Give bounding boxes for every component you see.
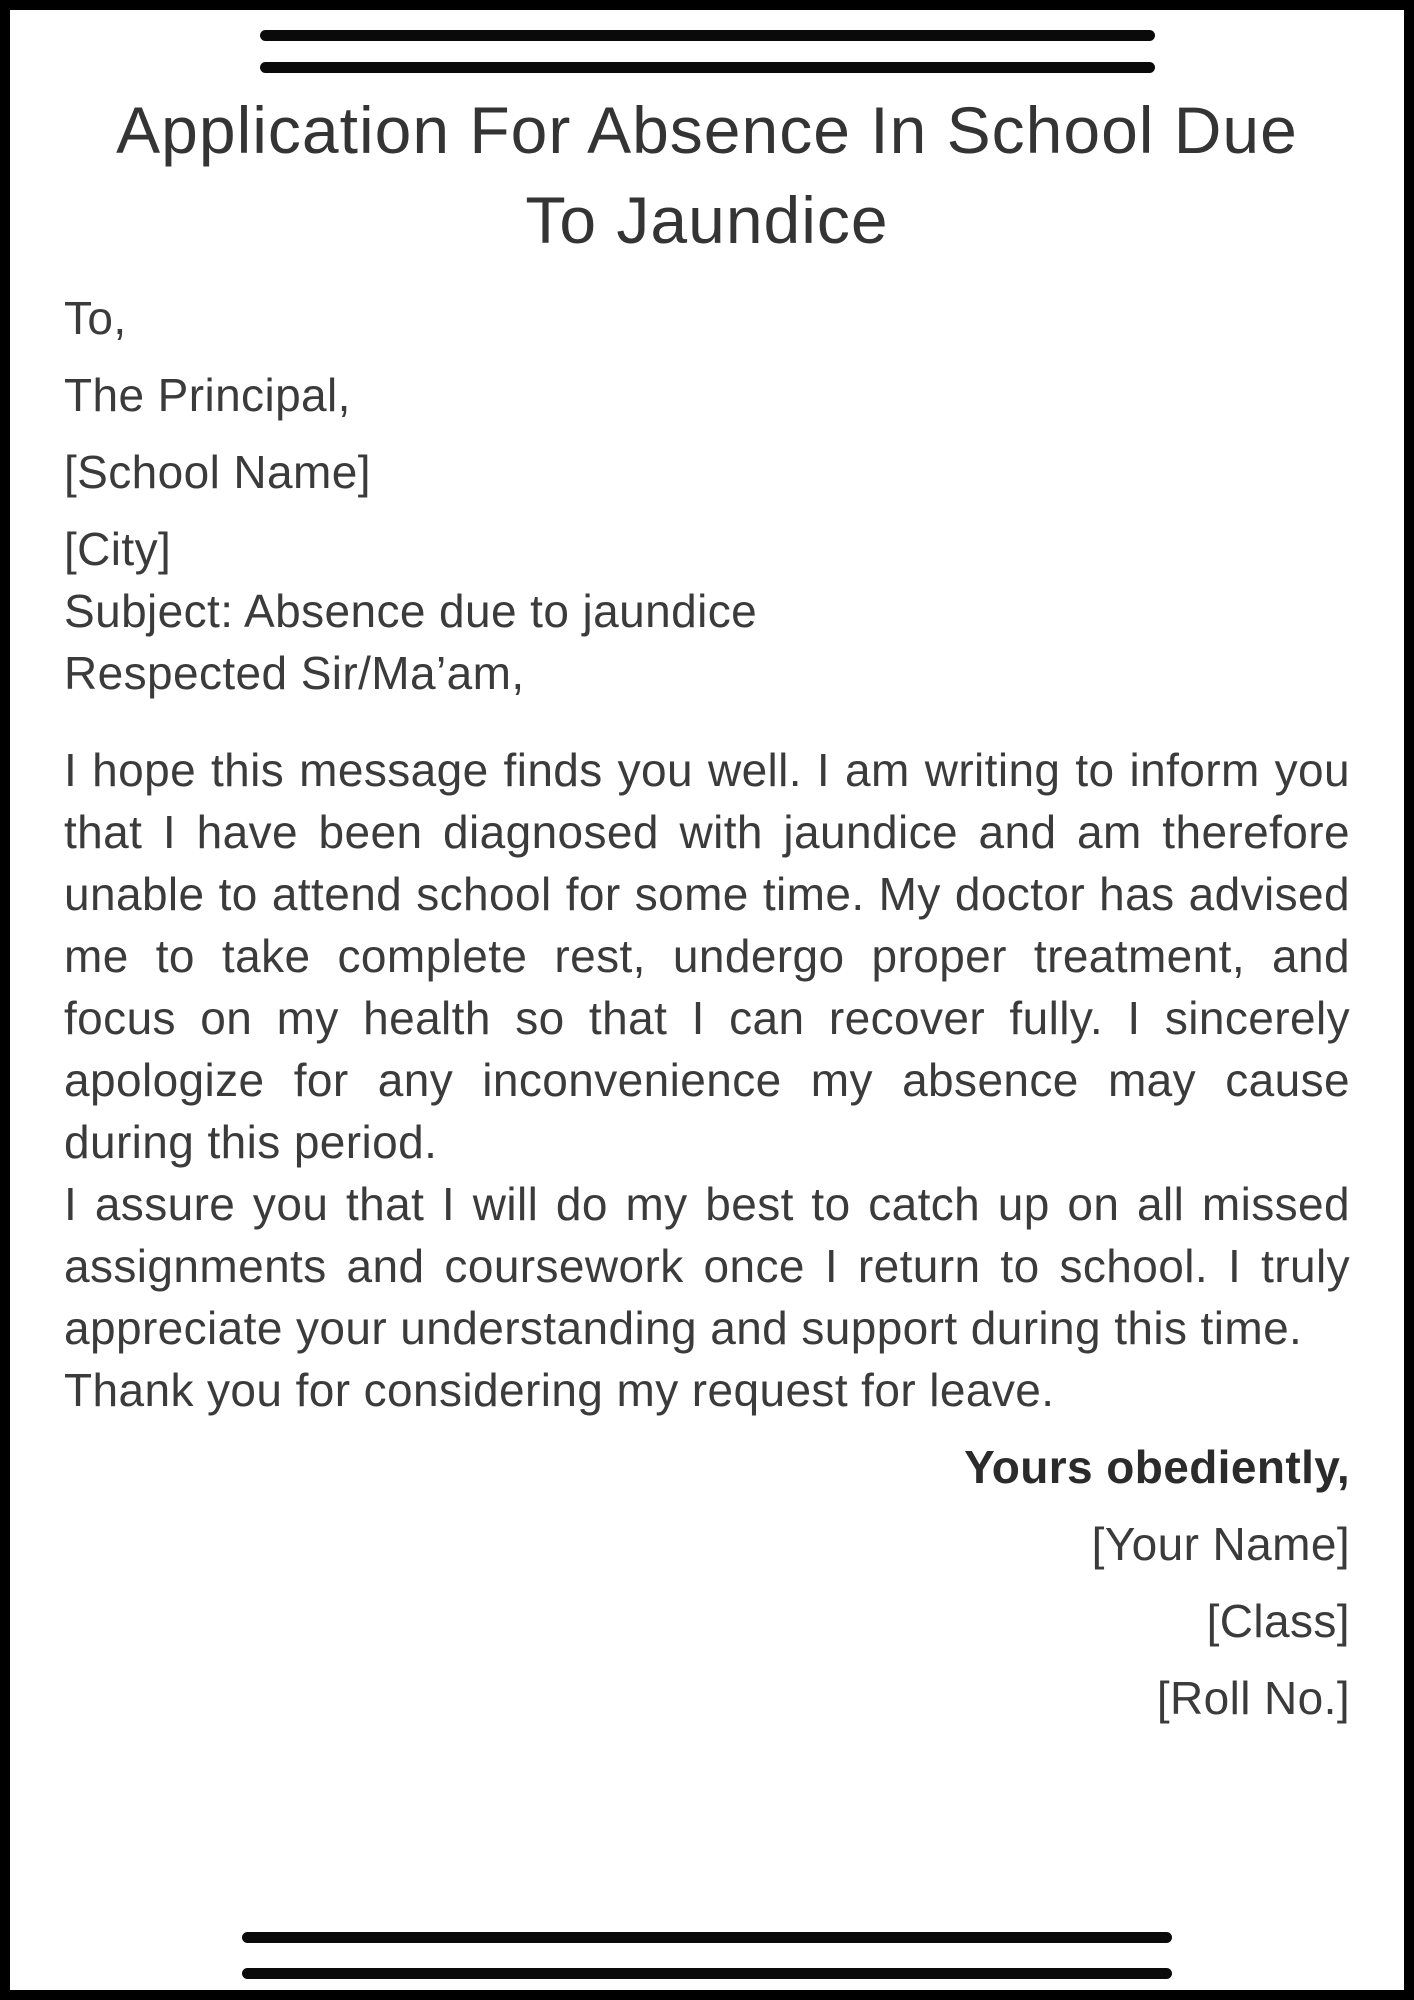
body-paragraph-2: I assure you that I will do my best to catch up on all missed assignments and coursework once I return to school. I truly appreciate your understanding and support during this time.	[64, 1178, 1350, 1354]
recipient-line-to: To,	[64, 292, 127, 344]
body-paragraph-1: I hope this message finds you well. I am writing to inform you that I have been diagnosed with jaundice and am therefore unable to attend school for some time. My doctor has advised me to take complete rest, undergo proper treatment, and focus on my health so that I can recover fully. I sincerely apologize for any inconvenience my absence may cause during this period.	[64, 744, 1350, 1168]
signature-your-name: [Your Name]	[1091, 1518, 1350, 1570]
bottom-rule-line-1	[242, 1932, 1172, 1943]
subject-line: Subject: Absence due to jaundice	[64, 585, 758, 637]
top-rule-line-1	[260, 30, 1155, 41]
valediction-line: Yours obediently,	[964, 1441, 1350, 1493]
recipient-line-city: [City]	[64, 523, 172, 575]
page-title-line-2: To Jaundice	[525, 183, 889, 257]
top-rule-line-2	[260, 62, 1155, 73]
salutation-line: Respected Sir/Ma’am,	[64, 647, 525, 699]
bottom-rule-line-2	[242, 1968, 1172, 1979]
recipient-line-school-name: [School Name]	[64, 446, 371, 498]
closing-line: Thank you for considering my request for leave.	[64, 1364, 1055, 1416]
recipient-line-principal: The Principal,	[64, 369, 351, 421]
letter-body	[64, 739, 1350, 1421]
signature-class: [Class]	[1206, 1595, 1350, 1647]
page-title-line-1: Application For Absence In School Due	[116, 93, 1298, 167]
page-title	[64, 85, 1350, 265]
recipient-address-block	[64, 287, 1350, 580]
top-double-rule	[64, 30, 1350, 73]
signature-block	[64, 1436, 1350, 1729]
signature-roll-no: [Roll No.]	[1156, 1672, 1350, 1724]
bottom-double-rule	[10, 1932, 1404, 1979]
